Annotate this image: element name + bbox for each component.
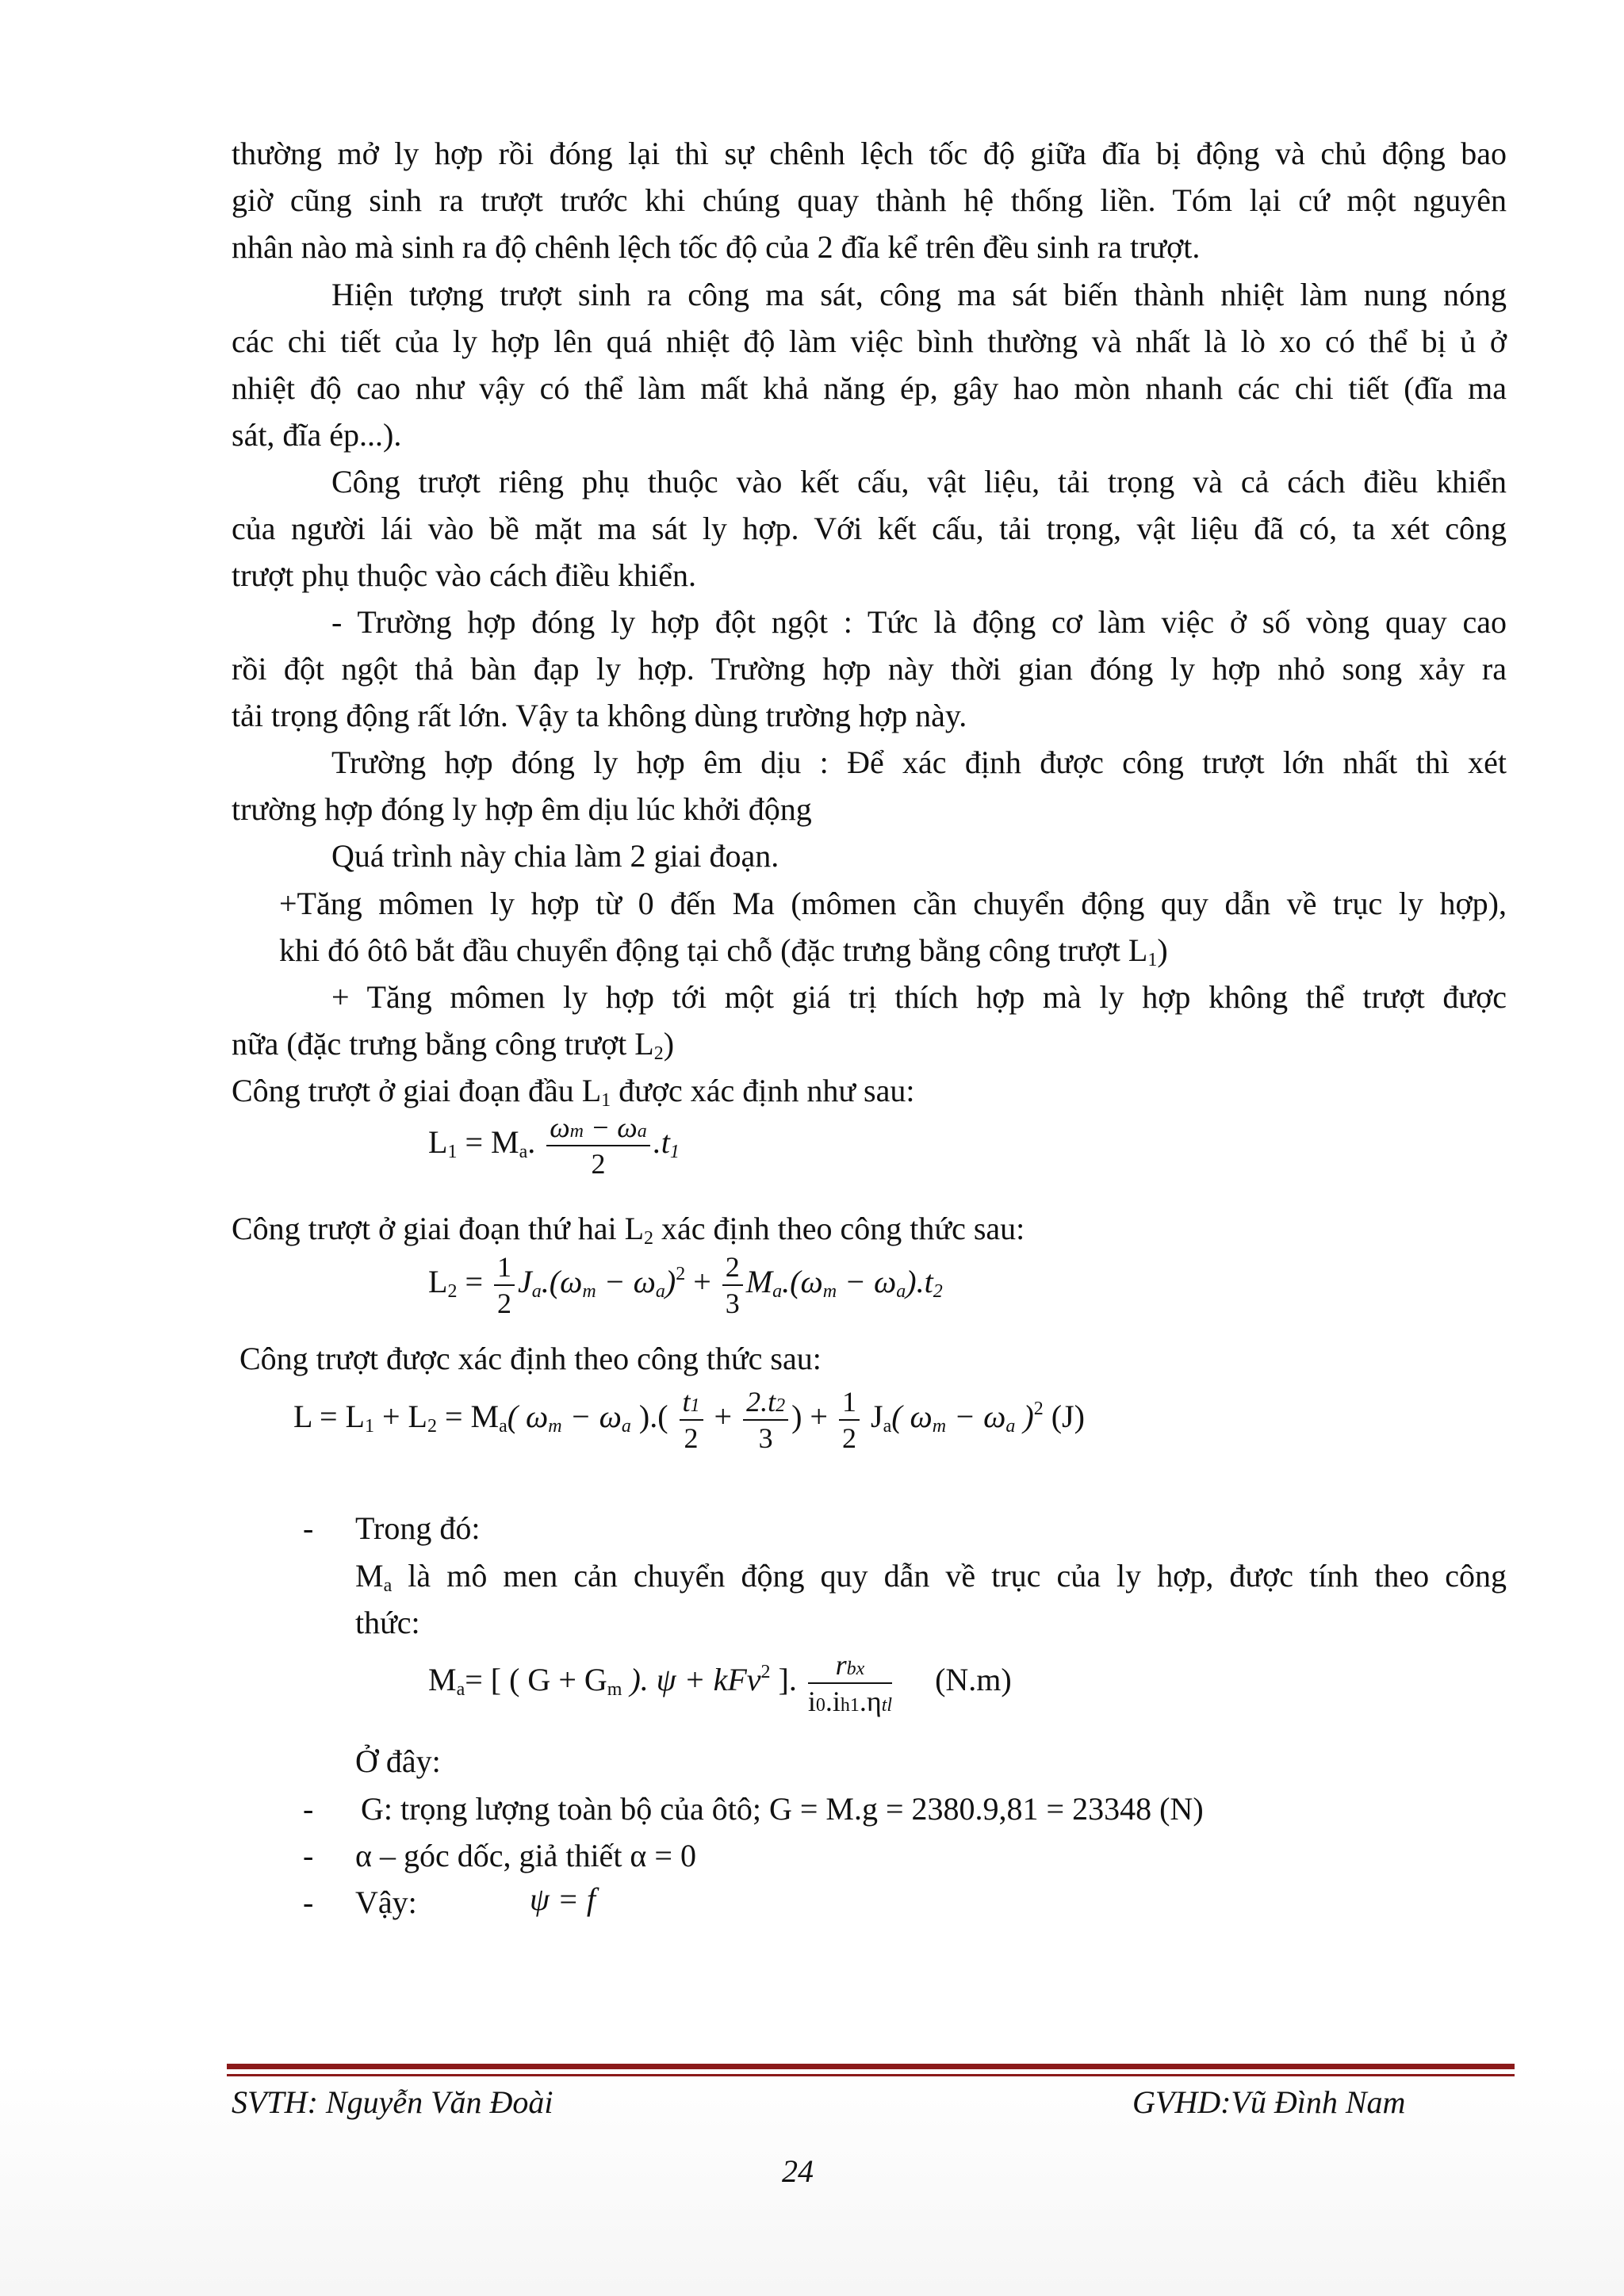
list-dash: - <box>303 1838 314 1873</box>
formula-unit: (J) <box>1043 1399 1085 1435</box>
formula-symbol: J <box>863 1399 883 1435</box>
formula-symbol: ( ω <box>891 1399 933 1435</box>
superscript: 2 <box>760 1662 771 1683</box>
formula-psi: ψ = f <box>530 1881 596 1917</box>
formula-ma <box>428 1651 1012 1716</box>
formula-unit: (N.m) <box>935 1662 1012 1698</box>
subscript: m <box>548 1416 562 1437</box>
subscript: a <box>519 1142 528 1163</box>
formula-symbol: + <box>706 1399 741 1435</box>
text-span: khi đó ôtô bắt đầu chuyển động tại chỗ (đặc trưng bằng công trượt L <box>279 932 1148 968</box>
text-span: nữa (đặc trưng bằng công trượt L <box>232 1026 654 1062</box>
fraction: $\frac{2}{3}$ <box>722 1253 743 1318</box>
subscript: 2 <box>933 1281 943 1303</box>
text-line: rồi đột ngột thả bàn đạp ly hợp. Trường hợp này thời gian đóng ly hợp nhỏ song xảy ra <box>232 651 1507 687</box>
text-line: G: trọng lượng toàn bộ của ôtô; G = M.g = 2380.9,81 = 23348 (N) <box>361 1791 1204 1827</box>
subscript: 2 <box>427 1416 437 1437</box>
formula-l-total <box>293 1387 1085 1452</box>
formula-symbol: ). ψ + kFv <box>622 1662 761 1698</box>
subscript: a <box>456 1679 465 1701</box>
subscript: 1 <box>1147 950 1158 970</box>
text-line <box>232 1208 1025 1249</box>
fraction: $\frac{2.t2}{3}$ <box>743 1387 788 1452</box>
fraction: $\frac{t1}{2}$ <box>680 1387 703 1452</box>
subscript: a <box>896 1281 906 1303</box>
formula-symbol: − ω <box>946 1399 1006 1435</box>
text-line: Ở đây: <box>355 1743 441 1779</box>
fraction: $\frac{1}{2}$ <box>839 1387 860 1452</box>
text-line: các chi tiết của ly hợp lên quá nhiệt độ làm việc bình thường và nhất là lò xo có thể bị ủ ở <box>232 323 1507 359</box>
formula-l1 <box>428 1113 680 1178</box>
subscript: a <box>499 1416 508 1437</box>
text-line: - Trường hợp đóng ly hợp đột ngột : Tức là động cơ làm việc ở số vòng quay cao <box>331 604 1507 640</box>
list-dash: - <box>303 1510 314 1546</box>
formula-symbol: M <box>745 1264 773 1300</box>
formula-symbol: .t <box>653 1124 670 1161</box>
subscript: 1 <box>364 1416 374 1437</box>
formula-symbol: = M <box>436 1399 500 1435</box>
subscript: m <box>822 1281 837 1303</box>
subscript: m <box>582 1281 596 1303</box>
formula-symbol: .(ω <box>541 1264 583 1300</box>
subscript: m <box>932 1416 947 1437</box>
text-line <box>279 930 1168 971</box>
text-line: thường mở ly hợp rồi đóng lại thì sự chênh lệch tốc độ giữa đĩa bị động và chủ động bao <box>232 136 1507 171</box>
subscript: 1 <box>601 1090 611 1111</box>
formula-symbol: M <box>428 1662 457 1698</box>
formula-symbol: ) + <box>791 1399 836 1435</box>
formula-symbol: − ω <box>837 1264 897 1300</box>
text-line: Vậy: <box>355 1885 417 1920</box>
formula-symbol: = <box>457 1264 491 1300</box>
text-line: +Tăng mômen ly hợp từ 0 đến Ma (mômen cần chuyển động quy dẫn về trục ly hợp), <box>279 886 1507 921</box>
formula-symbol: L = L <box>293 1399 365 1435</box>
footer-divider <box>227 2074 1515 2076</box>
text-line: + Tăng mômen ly hợp tới một giá trị thích hợp mà ly hợp không thể trượt được <box>331 979 1507 1015</box>
text-line: α – góc dốc, giả thiết α = 0 <box>355 1838 696 1873</box>
formula-symbol: + L <box>373 1399 427 1435</box>
text-line: Công trượt được xác định theo công thức sau: <box>239 1341 822 1376</box>
formula-symbol: ).( <box>630 1399 668 1435</box>
text-line: Trong đó: <box>355 1510 481 1546</box>
formula-l2 <box>428 1253 943 1318</box>
formula-symbol: ).t <box>906 1264 933 1300</box>
text-line: Trường hợp đóng ly hợp êm dịu : Để xác định được công trượt lớn nhất thì xét <box>331 744 1507 780</box>
list-dash: - <box>303 1885 314 1920</box>
formula-symbol: .(ω <box>782 1264 823 1300</box>
formula-symbol: L <box>428 1264 448 1300</box>
text-span: ) <box>663 1026 675 1062</box>
fraction: $\frac{1}{2}$ <box>494 1253 515 1318</box>
subscript: a <box>883 1416 892 1437</box>
formula-symbol: L <box>428 1124 448 1161</box>
subscript: a <box>621 1416 631 1437</box>
text-line: trường hợp đóng ly hợp êm dịu lúc khởi động <box>232 791 812 827</box>
page-number: 24 <box>782 2153 814 2189</box>
formula-symbol: ) <box>1015 1399 1034 1435</box>
subscript: 2 <box>644 1228 654 1249</box>
subscript: 2 <box>447 1281 458 1303</box>
superscript: 2 <box>676 1264 686 1285</box>
fraction <box>546 1113 649 1178</box>
list-dash: - <box>303 1791 314 1827</box>
text-line <box>232 1024 674 1065</box>
formula-symbol: + <box>685 1264 719 1300</box>
formula-symbol: ) <box>665 1264 676 1300</box>
text-line: thức: <box>355 1605 420 1640</box>
formula-symbol: = [ ( G + G <box>465 1662 607 1698</box>
formula-symbol: − ω <box>561 1399 622 1435</box>
formula-symbol: J <box>518 1264 532 1300</box>
fraction: $\frac{\text{rbx}}{\text{i0.ih1.ηtl}}$ <box>807 1649 893 1717</box>
text-line: nhân nào mà sinh ra độ chênh lệch tốc độ của 2 đĩa kể trên đều sinh ra trượt. <box>232 229 1201 265</box>
text-span: Công trượt ở giai đoạn thứ hai L <box>232 1211 645 1246</box>
formula-symbol: = M <box>457 1124 519 1161</box>
subscript: a <box>531 1281 542 1303</box>
subscript: a <box>772 1281 783 1303</box>
subscript: 1 <box>669 1142 680 1163</box>
fraction-numerator: ωm − ωa <box>546 1113 649 1146</box>
formula-symbol: − ω <box>596 1264 656 1300</box>
text-line: $M_a$ là mô men cản chuyển động quy dẫn về trục của ly hợp, được tính theo công <box>355 1558 1507 1596</box>
text-line: Quá trình này chia làm 2 giai đoạn. <box>331 838 779 874</box>
text-line: nhiệt độ cao như vậy có thể làm mất khả năng ép, gây hao mòn nhanh các chi tiết (đĩa ma <box>232 370 1507 406</box>
subscript: a <box>1005 1416 1016 1437</box>
subscript: 2 <box>653 1043 664 1064</box>
formula-symbol: ( ω <box>507 1399 549 1435</box>
subscript: a <box>383 1575 393 1596</box>
text-span: được xác định như sau: <box>611 1073 915 1108</box>
subscript: a <box>655 1281 665 1303</box>
text-line <box>232 1070 914 1112</box>
text-line: Hiện tượng trượt sinh ra công ma sát, công ma sát biến thành nhiệt làm nung nóng <box>331 277 1507 312</box>
text-line: trượt phụ thuộc vào cách điều khiển. <box>232 557 696 593</box>
superscript: 2 <box>1033 1399 1044 1420</box>
fraction-denominator: 2 <box>591 1148 606 1180</box>
footer-student: SVTH: Nguyễn Văn Đoài <box>232 2084 553 2120</box>
text-line: tải trọng động rất lớn. Vậy ta không dùng trường hợp này. <box>232 698 967 733</box>
text-line: sát, đĩa ép...). <box>232 417 402 453</box>
formula-symbol: . <box>527 1124 536 1161</box>
text-line: của người lái vào bề mặt ma sát ly hợp. Với kết cấu, tải trọng, vật liệu đã có, ta xét công <box>232 511 1507 546</box>
footer-advisor: GVHD:Vũ Đình Nam <box>1132 2084 1406 2120</box>
subscript: 1 <box>447 1142 458 1163</box>
subscript: m <box>607 1679 622 1701</box>
footer-divider <box>227 2064 1515 2069</box>
text-line: giờ cũng sinh ra trượt trước khi chúng quay thành hệ thống liền. Tóm lại cứ một nguyên <box>232 182 1507 218</box>
text-span: ) <box>1157 932 1168 968</box>
formula-symbol: ]. <box>770 1662 797 1698</box>
text-span: xác định theo công thức sau: <box>653 1211 1025 1246</box>
text-span: Công trượt ở giai đoạn đầu L <box>232 1073 602 1108</box>
text-line: Công trượt riêng phụ thuộc vào kết cấu, vật liệu, tải trọng và cả cách điều khiển <box>331 464 1507 499</box>
